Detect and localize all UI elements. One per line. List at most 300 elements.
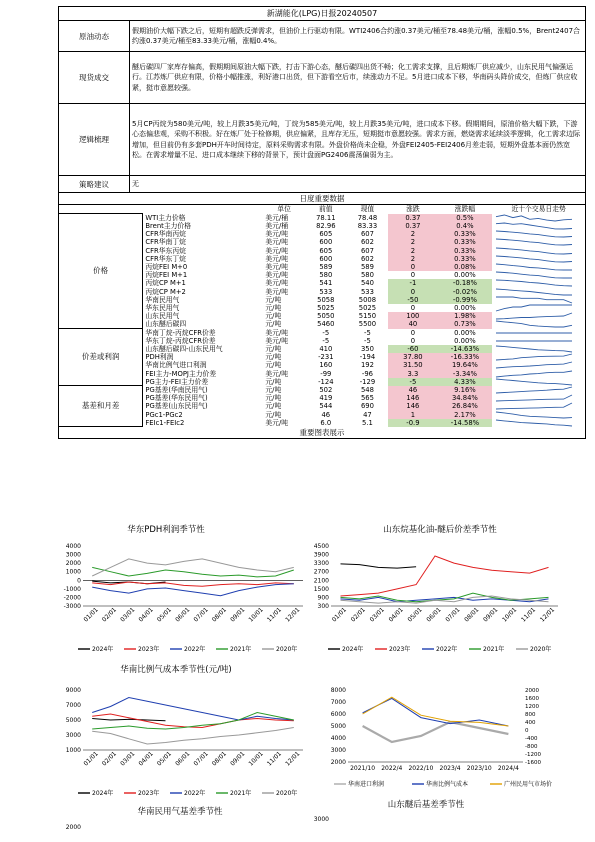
sparkline	[494, 222, 574, 230]
sparkline-line	[496, 371, 572, 377]
row-sparkline-cell	[492, 394, 585, 402]
row-unit: 美元/吨	[265, 336, 289, 345]
row-cur: -129	[359, 377, 376, 386]
group-label: 基差和月差	[59, 386, 143, 427]
x-tick-label: 08/01	[210, 606, 229, 624]
row-pct: 1.98%	[438, 312, 493, 320]
y-tick-label: 300	[317, 603, 329, 610]
x-tick-label: 12/01	[284, 606, 302, 624]
sparkline	[494, 370, 574, 378]
sparkline	[494, 238, 574, 246]
sparkline-line	[496, 215, 572, 221]
row-cur: -5	[364, 328, 371, 337]
col-unit: 单位	[277, 205, 291, 214]
sparkline	[494, 320, 574, 328]
y-tick-label: 3000	[65, 732, 81, 739]
row-prev: 419	[319, 394, 333, 403]
row-cur: -194	[359, 353, 376, 362]
row-chg: 2	[388, 238, 437, 246]
row-sparkline-cell	[492, 255, 585, 263]
y-tick-label: 8000	[330, 687, 346, 694]
sparkline	[494, 361, 574, 369]
row-sparkline-cell	[492, 370, 585, 378]
chart-title: 华南比例气成本季节性(元/吨)	[120, 665, 232, 675]
row-sparkline-cell	[492, 279, 585, 287]
sparkline-line	[496, 264, 572, 270]
x-tick-label: 04/01	[387, 606, 405, 624]
row-unit: 美元/吨	[265, 328, 289, 337]
y-tick-label: 900	[317, 594, 329, 602]
row-unit: 元/吨	[265, 312, 282, 321]
y-right-tick-label: 2000	[525, 688, 539, 694]
chart-title: 山东醚后基差季节性	[387, 800, 465, 810]
row-cur: 602	[360, 254, 374, 263]
row-cur: 607	[360, 230, 374, 239]
row-unit: 美元/吨	[265, 230, 289, 239]
y-right-tick-label: -800	[525, 744, 538, 750]
row-prev: 605	[319, 230, 333, 239]
x-tick-label: 05/01	[406, 606, 424, 624]
row-name: PG基差(华南民用气)	[145, 385, 208, 394]
row-chg: 2	[388, 230, 437, 238]
y-right-tick-label: 800	[525, 712, 536, 718]
row-prev: -5	[322, 336, 330, 345]
legend-label: 2020年	[276, 646, 298, 653]
section-label: 逻辑梳理	[59, 104, 130, 176]
group-label: 价格	[59, 214, 143, 329]
sparkline-line	[496, 280, 572, 286]
row-sparkline-cell	[492, 345, 585, 353]
row-chg: 1	[388, 411, 437, 419]
row-pct: 9.16%	[438, 386, 493, 394]
row-name: PDH利润	[145, 353, 174, 362]
section-text: 醚后碳四厂家库存偏高，假期期间原油大幅下跌，打击下游心态，醚后碳四出货不畅；化工需求支撑，且后期炼厂供应减少，山东民用气偏强运行。江苏炼厂供应有限，价格小幅推涨，利好港口出货，但下游看空后市，续涨动力不足。5月进口成本下移，华南码头降价成交，但炼厂供应收紧，挺市意愿较强。	[130, 52, 586, 104]
row-prev: 82.96	[316, 221, 336, 230]
sparkline	[494, 296, 574, 304]
sparkline	[494, 411, 574, 419]
row-cur: 350	[360, 344, 374, 353]
row-name: FEIc1-FEIc2	[145, 418, 185, 427]
y-tick-label: 0	[77, 577, 81, 585]
row-prev: -231	[318, 353, 334, 362]
row-chg: 37.80	[388, 353, 437, 361]
section-label: 策略建议	[59, 176, 130, 193]
sparkline-line	[496, 321, 572, 327]
row-chg: 2	[388, 255, 437, 263]
row-cur: 607	[360, 246, 374, 255]
x-tick-label: 07/01	[444, 606, 462, 624]
row-unit: 美元/吨	[265, 287, 289, 296]
legend-label: 2020年	[276, 790, 298, 797]
row-chg: 0.37	[388, 214, 437, 222]
legend-label: 2022年	[436, 646, 458, 653]
y-tick-label: 3000	[330, 747, 346, 754]
row-name: WTI主力价格	[145, 213, 186, 222]
row-name: CFR华东丁烷	[145, 254, 186, 263]
sparkline	[494, 214, 574, 222]
row-prev: 600	[319, 254, 333, 263]
row-sparkline-cell	[492, 238, 585, 246]
x-tick-label: 05/01	[155, 606, 174, 624]
row-name: 丙烷CP M+1	[145, 279, 186, 288]
legend-label: 2022年	[184, 646, 206, 653]
x-tick-label: 02/01	[349, 606, 367, 624]
sparkline-line	[496, 387, 572, 393]
row-prev: 544	[319, 402, 333, 411]
sparkline-line	[496, 248, 572, 254]
sparkline-line	[496, 305, 572, 311]
row-name: 华东丁烷-丙烷CFR价差	[145, 336, 216, 345]
row-unit: 元/吨	[265, 402, 282, 411]
y-right-tick-label: -1200	[525, 752, 541, 758]
x-tick-label: 10/01	[247, 750, 265, 768]
row-cur: 565	[360, 394, 374, 403]
x-tick-label: 03/01	[119, 606, 137, 624]
sparkline	[494, 394, 574, 402]
sparkline-line	[496, 395, 572, 401]
sparkline-line	[496, 412, 572, 418]
col-prev: 前值	[319, 205, 333, 214]
x-tick-label: 07/01	[192, 750, 210, 768]
legend-label: 华南进口利润	[348, 781, 385, 788]
y-tick-label: 1000	[65, 568, 81, 576]
row-pct: -3.34%	[438, 370, 493, 378]
row-cur: 47	[363, 410, 372, 419]
row-unit: 美元/吨	[265, 369, 289, 378]
row-name: PG基差(山东民用气)	[145, 402, 208, 411]
section-label: 现货成交	[59, 52, 130, 104]
y-right-tick-label: -400	[525, 736, 538, 742]
sparkline	[494, 337, 574, 345]
row-cur: 540	[360, 279, 374, 288]
col-trend: 近十个交易日走势	[511, 205, 566, 214]
sparkline	[494, 247, 574, 255]
y-tick-label: 1500	[313, 585, 329, 593]
x-tick-label: 2024/4	[497, 765, 519, 772]
row-prev: 78.11	[316, 213, 336, 222]
x-tick-label: 01/01	[330, 606, 348, 624]
section-text: 5月CP丙烷为580美元/吨，较上月跌35美元/吨，丁烷为585美元/吨，较上月跌35美元/吨，进口成本下移。假期期间，原油价格大幅下跌，下游心态偏悲观，采购不积极。好在炼厂处于检修期，供应偏紧，且库存无压，短期挺市意愿较强。需求方面，燃烧需求延续淡季逻辑，化工需求边际增加，但目前仍有多套PDH开车时间待定，原料采购需求有限。外盘价格尚未企稳，外盘FEI2405-FEI2406月差走弱，短期外盘基本面仍然宽松。在需求增量不足、进口成本继续下移的背景下，预计盘面PG2406震荡偏弱为主。	[130, 104, 586, 176]
y-tick-label: 6000	[330, 711, 346, 718]
y-tick-label: 2100	[313, 577, 329, 585]
row-sparkline-cell	[492, 288, 585, 296]
series-line	[363, 698, 509, 726]
x-tick-label: 2023/10	[466, 765, 492, 772]
row-name: CFR华南丙烷	[145, 230, 186, 239]
section-label: 原油动态	[59, 21, 130, 52]
y-tick-label: 4500	[313, 543, 329, 550]
y-right-tick-label: 400	[525, 720, 536, 726]
row-chg: 0	[388, 288, 437, 296]
row-unit: 元/吨	[265, 303, 282, 312]
row-pct: 0.00%	[454, 303, 476, 312]
y-tick-label: -3000	[63, 603, 81, 610]
group-label: 价差或利润	[59, 329, 143, 386]
x-tick-label: 10/01	[501, 606, 519, 624]
row-prev: 5025	[317, 303, 335, 312]
row-prev: -5	[322, 328, 330, 337]
sparkline	[494, 279, 574, 287]
col-pct: 涨跌幅	[454, 205, 476, 214]
y-tick-label: 2700	[313, 568, 329, 576]
row-cur: -96	[361, 369, 373, 378]
row-cur: 690	[360, 402, 374, 411]
row-chg: 0.37	[388, 222, 437, 230]
sparkline-line	[496, 420, 572, 426]
y-tick-label: -1000	[63, 585, 81, 593]
row-prev: 5058	[317, 295, 335, 304]
row-sparkline-cell	[492, 312, 585, 320]
row-chg: 0	[410, 336, 416, 345]
legend-label: 2024年	[92, 646, 114, 653]
sparkline	[494, 255, 574, 263]
row-prev: 5050	[317, 312, 335, 321]
row-unit: 元/吨	[265, 295, 282, 304]
sparkline	[494, 419, 574, 427]
row-name: PG基差(华东民用气)	[145, 394, 208, 403]
legend-label: 华南比例气成本	[426, 781, 469, 788]
row-pct: 0.00%	[454, 328, 476, 337]
sparkline-line	[496, 354, 572, 360]
y-tick-label: 2000	[65, 824, 81, 831]
row-pct: -0.18%	[438, 279, 493, 287]
x-tick-label: 06/01	[174, 750, 192, 768]
row-name: CFR华南丁烷	[145, 238, 186, 247]
legend-label: 2023年	[389, 646, 411, 653]
sparkline	[494, 312, 574, 320]
row-cur: -5	[364, 336, 371, 345]
x-tick-label: 05/01	[155, 750, 174, 768]
sparkline	[494, 402, 574, 410]
series-line	[341, 564, 417, 568]
y-tick-label: 9000	[65, 687, 81, 694]
row-sparkline-cell	[492, 222, 585, 230]
row-prev: 410	[319, 344, 333, 353]
y-right-tick-label: 1200	[525, 704, 539, 710]
series-line	[92, 713, 294, 730]
row-name: FEI主力-MOPJ主力价差	[145, 369, 217, 378]
y-tick-label: 4000	[330, 735, 346, 742]
row-chg: 146	[388, 394, 437, 402]
row-unit: 元/吨	[265, 320, 282, 329]
legend-label: 2023年	[138, 790, 160, 797]
row-prev: 5460	[317, 320, 335, 329]
y-right-tick-label: 0	[525, 728, 529, 734]
row-chg: 0	[410, 303, 416, 312]
sparkline-line	[496, 362, 572, 368]
row-chg: 2	[388, 247, 437, 255]
row-name: 华东民用气	[145, 303, 180, 312]
y-right-tick-label: -1600	[525, 760, 541, 766]
row-pct: -0.99%	[438, 296, 493, 304]
x-tick-label: 04/01	[137, 606, 155, 624]
row-sparkline-cell	[492, 230, 585, 238]
row-cur: 548	[360, 385, 374, 394]
x-tick-label: 06/01	[425, 606, 443, 624]
row-name: 山东醚后碳四	[145, 320, 187, 329]
series-line	[92, 567, 294, 577]
legend-label: 2024年	[342, 646, 364, 653]
sparkline-line	[496, 289, 572, 295]
row-prev: 46	[321, 410, 331, 419]
x-tick-label: 10/01	[247, 606, 265, 624]
sparkline-line	[496, 297, 572, 303]
table-row	[59, 329, 586, 337]
row-chg: -1	[388, 279, 437, 287]
x-tick-label: 03/01	[368, 606, 386, 624]
row-sparkline-cell	[492, 353, 585, 361]
row-chg: 3.3	[388, 370, 437, 378]
series-line	[92, 719, 165, 721]
row-unit: 元/吨	[265, 385, 282, 394]
table-row	[59, 386, 586, 394]
x-tick-label: 11/01	[519, 606, 538, 624]
sparkline	[494, 288, 574, 296]
row-unit: 美元/吨	[265, 246, 289, 255]
legend-label: 广州民用气市场价	[504, 781, 553, 788]
report-page	[58, 6, 586, 439]
row-sparkline-cell	[492, 214, 585, 222]
row-name: PGc1-PGc2	[145, 410, 183, 419]
row-unit: 美元/吨	[265, 262, 289, 271]
row-cur: 83.33	[357, 221, 378, 230]
x-tick-label: 06/01	[174, 606, 192, 624]
row-unit: 美元/吨	[265, 418, 289, 427]
x-tick-label: 2023/4	[439, 765, 461, 772]
row-cur: 5150	[358, 312, 377, 321]
row-pct: 0.4%	[438, 222, 493, 230]
x-tick-label: 08/01	[463, 606, 481, 624]
legend-label: 2021年	[230, 790, 252, 797]
x-tick-label: 09/01	[482, 606, 500, 624]
row-cur: 5025	[358, 303, 377, 312]
row-chg: -5	[388, 378, 437, 386]
sparkline	[494, 378, 574, 386]
row-prev: 600	[319, 238, 333, 247]
row-unit: 元/吨	[265, 353, 282, 362]
x-tick-label: 02/01	[100, 750, 119, 768]
row-pct: 0.00%	[454, 336, 476, 345]
table-row	[59, 214, 586, 222]
row-unit: 美元/桶	[265, 221, 289, 230]
row-prev: 6.0	[320, 418, 332, 427]
sparkline	[494, 304, 574, 312]
row-sparkline-cell	[492, 337, 585, 345]
col-cur: 现值	[360, 205, 375, 214]
row-sparkline-cell	[492, 402, 585, 410]
x-tick-label: 11/01	[265, 750, 284, 768]
row-sparkline-cell	[492, 304, 585, 312]
row-name: 丙烷FEI M+0	[145, 262, 188, 271]
row-cur: 5.1	[362, 418, 373, 427]
row-unit: 元/吨	[265, 344, 282, 353]
y-tick-label: 1000	[65, 747, 81, 754]
row-chg: 100	[388, 312, 437, 320]
row-prev: 160	[319, 361, 333, 370]
sparkline	[494, 329, 574, 337]
sparkline-line	[496, 346, 572, 352]
row-prev: 502	[319, 385, 333, 394]
row-prev: -124	[318, 377, 334, 386]
report-title: 新湖能化(LPG)日报20240507	[59, 7, 586, 21]
row-prev: 541	[319, 279, 333, 288]
chart-title: 华东PDH利润季节性	[127, 525, 205, 535]
row-sparkline-cell	[492, 296, 585, 304]
sparkline	[494, 353, 574, 361]
section-text: 无	[130, 176, 586, 193]
y-tick-label: -2000	[63, 594, 81, 602]
row-name: PG主力-FEI主力价差	[145, 377, 209, 386]
row-name: 华南民用气	[145, 295, 180, 304]
x-tick-label: 2022/10	[408, 765, 434, 772]
row-pct: 26.84%	[438, 402, 493, 410]
row-name: 华南丁烷-丙烷CFR价差	[145, 328, 216, 337]
row-unit: 元/吨	[265, 361, 282, 370]
row-name: 丙烷FEI M+1	[145, 271, 188, 280]
daily-data-header: 日度重要数据	[58, 193, 586, 205]
row-prev: 589	[319, 262, 333, 271]
row-cur: 580	[360, 271, 374, 280]
row-pct: 0.33%	[438, 238, 493, 246]
row-sparkline-cell	[492, 263, 585, 271]
sparkline	[494, 386, 574, 394]
row-pct: 0.73%	[438, 320, 493, 328]
row-pct: 19.64%	[438, 361, 493, 369]
row-sparkline-cell	[492, 271, 585, 279]
row-sparkline-cell	[492, 386, 585, 394]
x-tick-label: 2021/10	[350, 765, 376, 772]
x-tick-label: 07/01	[192, 606, 210, 624]
row-pct: 2.17%	[438, 411, 493, 419]
row-cur: 5008	[358, 295, 377, 304]
legend-label: 2023年	[138, 646, 160, 653]
legend-label: 2021年	[230, 646, 252, 653]
series-line	[92, 728, 294, 745]
y-tick-label: 5000	[65, 717, 81, 724]
row-pct: 0.33%	[438, 230, 493, 238]
row-chg: -50	[388, 296, 437, 304]
row-cur: 192	[360, 361, 374, 370]
sparkline-line	[496, 313, 572, 319]
row-chg: 46	[388, 386, 437, 394]
row-sparkline-cell	[492, 361, 585, 369]
row-chg: -0.9	[388, 419, 437, 427]
x-tick-label: 12/01	[284, 750, 302, 768]
row-sparkline-cell	[492, 320, 585, 328]
row-pct: 0.5%	[438, 214, 493, 222]
chart-title: 华南民用气基差季节性	[137, 807, 223, 817]
row-pct: 0.33%	[438, 247, 493, 255]
row-chg: -60	[388, 345, 437, 353]
row-name: Brent主力价格	[145, 221, 192, 230]
sparkline-line	[496, 379, 572, 385]
row-pct: -16.33%	[438, 353, 493, 361]
summary-table	[58, 6, 586, 193]
y-tick-label: 2000	[65, 560, 81, 568]
row-sparkline-cell	[492, 411, 585, 419]
row-chg: 40	[388, 320, 437, 328]
charts-area	[58, 524, 586, 842]
y-tick-label: 7000	[65, 702, 81, 709]
x-tick-label: 2022/4	[381, 765, 403, 772]
y-tick-label: 5000	[330, 723, 346, 730]
row-pct: 0.08%	[438, 263, 493, 271]
row-chg: 0	[410, 328, 416, 337]
series-line	[92, 582, 294, 586]
row-cur: 589	[360, 262, 374, 271]
row-prev: 533	[319, 287, 333, 296]
y-tick-label: 7000	[330, 699, 346, 706]
